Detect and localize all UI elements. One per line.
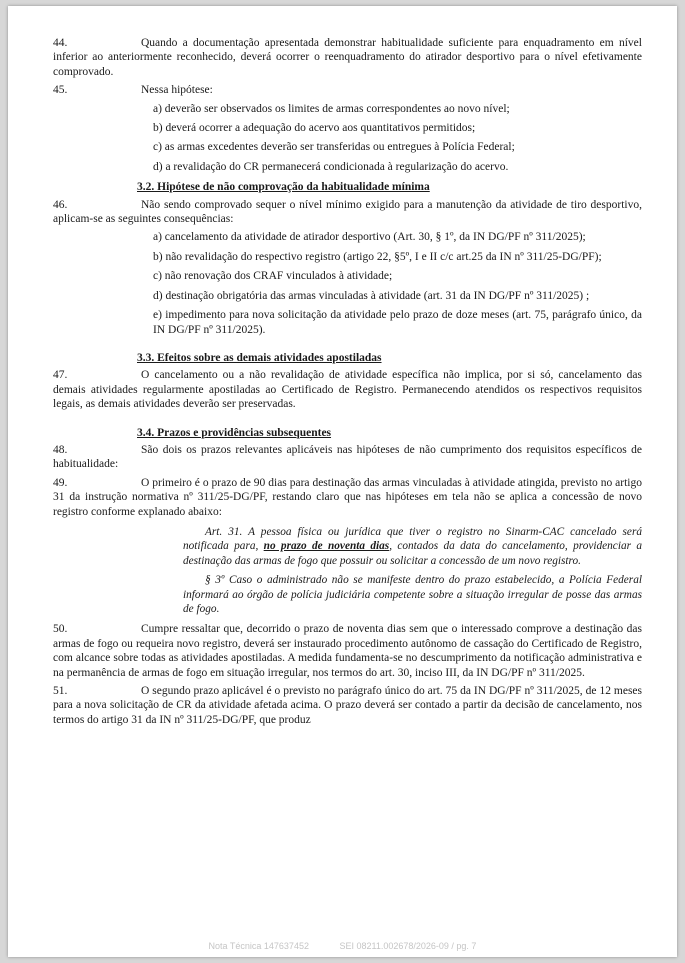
list-item: d) destinação obrigatória das armas vinculadas à atividade (art. 31 da IN DG/PF nº 311/2025) ; (153, 289, 590, 302)
paragraph-number: 44. (53, 37, 68, 49)
paragraph-number: 46. (53, 198, 68, 211)
paragraph-49 (53, 476, 642, 519)
paragraph-44 (53, 36, 642, 79)
legal-quote (183, 525, 642, 616)
list-item: e) impedimento para nova solicitação da atividade pelo prazo de doze meses (art. 75, parágrafo único, da IN DG/PF nº 311/2025). (153, 309, 642, 336)
paragraph-text: O cancelamento ou a não revalidação de atividade específica não implica, por si só, cancelamento das demais atividades regularmente apostiladas ao Certificado de Registro. Permanecendo atendidos os respectivos requisitos legais, as demais atividades deverão ser preservadas. (53, 369, 642, 411)
list-item: b) não revalidação do respectivo registro (artigo 22, §5º, I e II c/c art.25 da IN nº 311/25-DG/PF); (153, 250, 602, 263)
list-item: a) deverão ser observados os limites de armas correspondentes ao novo nível; (153, 102, 510, 115)
paragraph-45 (53, 83, 642, 97)
paragraph-50 (53, 622, 642, 680)
paragraph-text: Nessa hipótese: (141, 84, 213, 97)
paragraph-47 (53, 368, 642, 411)
paragraph-text: Cumpre ressaltar que, decorrido o prazo de noventa dias sem que o interessado comprove a destinação das armas de fogo ou requeira novo registro, deverá ser instaurado procedimento autônomo de cassação do Certificado de Registro, com alcance sobre todas as atividades apostiladas. A medida fundamenta-se no descumprimento da notificação administrativa e na permanência de armas de fogo em situação irregular, nos termos do art. 30, inciso III, da IN DG/PF nº 311/2025. (53, 623, 642, 679)
section-heading-3-2: 3.2. Hipótese de não comprovação da habitualidade mínima (137, 181, 430, 194)
page-footer (8, 941, 677, 951)
list-item: c) as armas excedentes deverão ser transferidas ou entregues à Polícia Federal; (153, 141, 515, 154)
section-heading-3-3: 3.3. Efeitos sobre as demais atividades apostiladas (137, 351, 382, 364)
paragraph-text: São dois os prazos relevantes aplicáveis nas hipóteses de não cumprimento dos requisitos específicos de habitualidade: (53, 443, 642, 471)
paragraph-text: O primeiro é o prazo de 90 dias para destinação das armas vinculadas à atividade atingida, previsto no artigo 31 da instrução normativa nº 311/25-DG/PF, restando claro que nas hipóteses em tela não se aplica a concessão de novo registro conforme explanado abaixo: (53, 476, 642, 518)
document-body (53, 36, 642, 731)
list-46 (153, 230, 642, 336)
paragraph-number: 49. (53, 476, 68, 489)
paragraph-number: 48. (53, 443, 68, 456)
quote-paragraph: § 3º Caso o administrado não se manifeste dentro do prazo estabelecido, a Polícia Federal informará ao órgão de polícia judiciária competente sobre a situação irregular de posse das armas de fogo. (183, 574, 642, 615)
list-item: a) cancelamento da atividade de atirador desportivo (Art. 30, § 1º, da IN DG/PF nº 311/2025); (153, 231, 586, 244)
list-item: d) a revalidação do CR permanecerá condicionada à regularização do acervo. (153, 160, 509, 173)
paragraph-text: Quando a documentação apresentada demonstrar habitualidade suficiente para enquadramento em nível inferior ao anteriormente reconhecido, deverá ocorrer o reenquadramento do atirador desportivo para o nível efetivamente comprovado. (53, 37, 642, 78)
paragraph-number: 51. (53, 685, 68, 698)
paragraph-48 (53, 443, 642, 472)
list-item: c) não renovação dos CRAF vinculados à atividade; (153, 270, 393, 283)
paragraph-51 (53, 684, 642, 727)
quote-emphasis: no prazo de noventa dias (263, 540, 390, 553)
paragraph-46 (53, 198, 642, 227)
paragraph-number: 47. (53, 369, 68, 382)
footer-process-page: SEI 08211.002678/2026-09 / pg. 7 (339, 941, 477, 951)
paragraph-text: O segundo prazo aplicável é o previsto no parágrafo único do art. 75 da IN DG/PF nº 311/2025, de 12 meses para a nova solicitação de CR da atividade afetada acima. O prazo deverá ser contado a partir da decisão de cancelamento, nos termos do artigo 31 da IN nº 311/25-DG/PF, que produz (53, 685, 642, 726)
list-item: b) deverá ocorrer a adequação do acervo aos quantitativos permitidos; (153, 122, 476, 135)
quote-paragraph: Art. 31. A pessoa física ou jurídica que tiver o registro no Sinarm-CAC cancelado será notificada para, no prazo de noventa dias, contados da data do cancelamento, providenciar a destinação das armas de fogo que possuir ou solicitar a concessão de um novo registro. (183, 525, 642, 567)
list-45 (153, 102, 642, 175)
paragraph-number: 50. (53, 623, 68, 636)
paragraph-number: 45. (53, 84, 68, 97)
footer-document-id: Nota Técnica 147637452 (208, 941, 309, 951)
document-page (8, 6, 677, 957)
paragraph-text: Não sendo comprovado sequer o nível mínimo exigido para a manutenção da atividade de tiro desportivo, aplicam-se as seguintes consequências: (53, 198, 642, 226)
section-heading-3-4: 3.4. Prazos e providências subsequentes (137, 426, 332, 439)
